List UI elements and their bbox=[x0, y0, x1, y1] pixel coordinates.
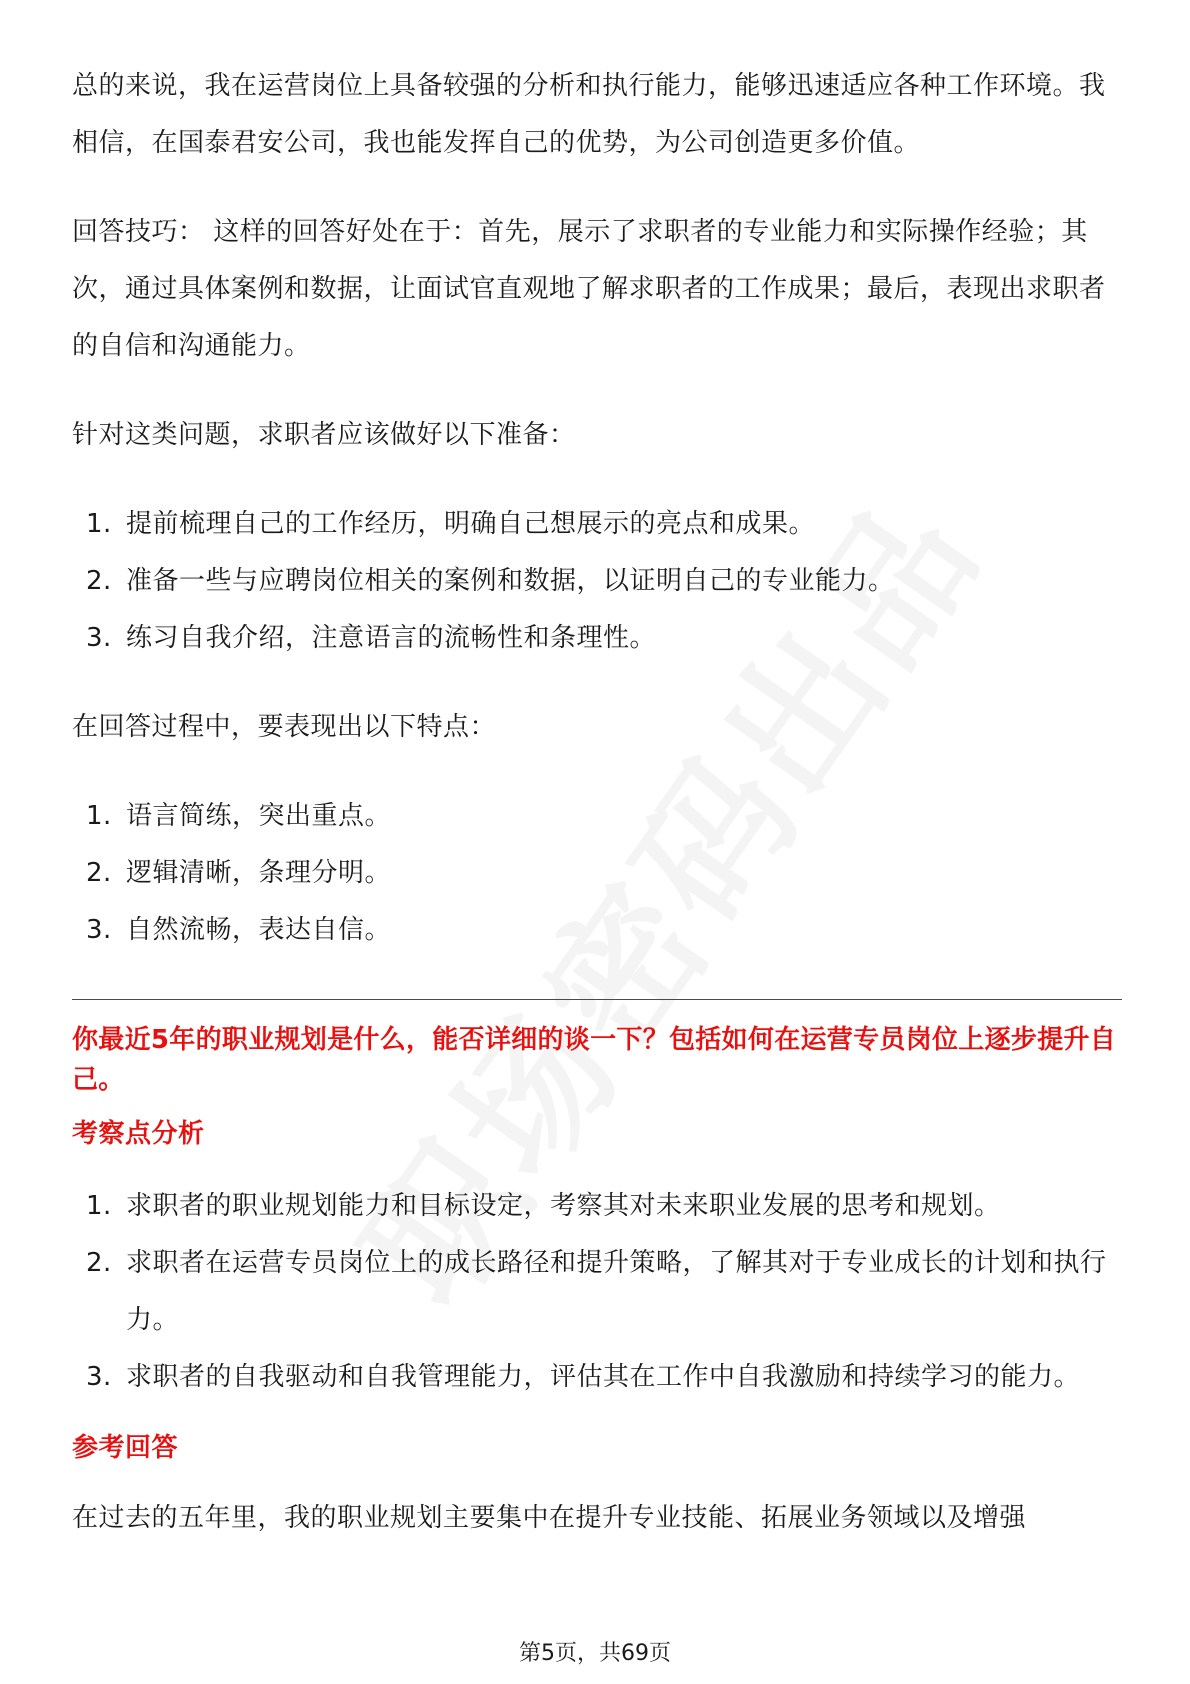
preparation-intro: 针对这类问题，求职者应该做好以下准备： bbox=[72, 420, 576, 450]
list-item: 1. 求职者的职业规划能力和目标设定，考察其对未来职业发展的思考和规划。 bbox=[86, 1191, 1001, 1221]
traits-list bbox=[72, 788, 1122, 959]
list-item: 1. 提前梳理自己的工作经历，明确自己想展示的亮点和成果。 bbox=[86, 509, 816, 539]
list-item: 3. 练习自我介绍，注意语言的流畅性和条理性。 bbox=[86, 623, 657, 653]
reference-answer-heading: 参考回答 bbox=[72, 1433, 179, 1463]
traits-intro: 在回答过程中，要表现出以下特点： bbox=[72, 712, 497, 742]
answer-tips-paragraph: 回答技巧： 这样的回答好处在于：首先，展示了求职者的专业能力和实际操作经验；其次，通过具体案例和数据，让面试官直观地了解求职者的工作成果；最后，表现出求职者的自信和沟通能力。 bbox=[72, 217, 1106, 361]
list-item: 1. 语言简练，突出重点。 bbox=[86, 801, 392, 831]
list-item: 2. 求职者在运营专员岗位上的成长路径和提升策略，了解其对于专业成长的计划和执行力。 bbox=[86, 1248, 1107, 1335]
list-item: 2. 逻辑清晰，条理分明。 bbox=[86, 858, 392, 888]
interview-question: 你最近5年的职业规划是什么，能否详细的谈一下？包括如何在运营专员岗位上逐步提升自己。 bbox=[72, 1025, 1117, 1095]
analysis-list bbox=[72, 1178, 1122, 1406]
analysis-heading: 考察点分析 bbox=[72, 1119, 205, 1149]
list-item: 3. 自然流畅，表达自信。 bbox=[86, 915, 392, 945]
list-item: 3. 求职者的自我驱动和自我管理能力，评估其在工作中自我激励和持续学习的能力。 bbox=[86, 1362, 1081, 1392]
conclusion-paragraph: 总的来说，我在运营岗位上具备较强的分析和执行能力，能够迅速适应各种工作环境。我相信，在国泰君安公司，我也能发挥自己的优势，为公司创造更多价值。 bbox=[72, 71, 1106, 158]
preparation-list bbox=[72, 496, 1122, 667]
page-content bbox=[72, 58, 1122, 1547]
list-item: 2. 准备一些与应聘岗位相关的案例和数据，以证明自己的专业能力。 bbox=[86, 566, 895, 596]
page-number: 第5页，共69页 bbox=[519, 1641, 671, 1666]
reference-answer-paragraph: 在过去的五年里，我的职业规划主要集中在提升专业技能、拓展业务领域以及增强 bbox=[72, 1503, 1027, 1533]
